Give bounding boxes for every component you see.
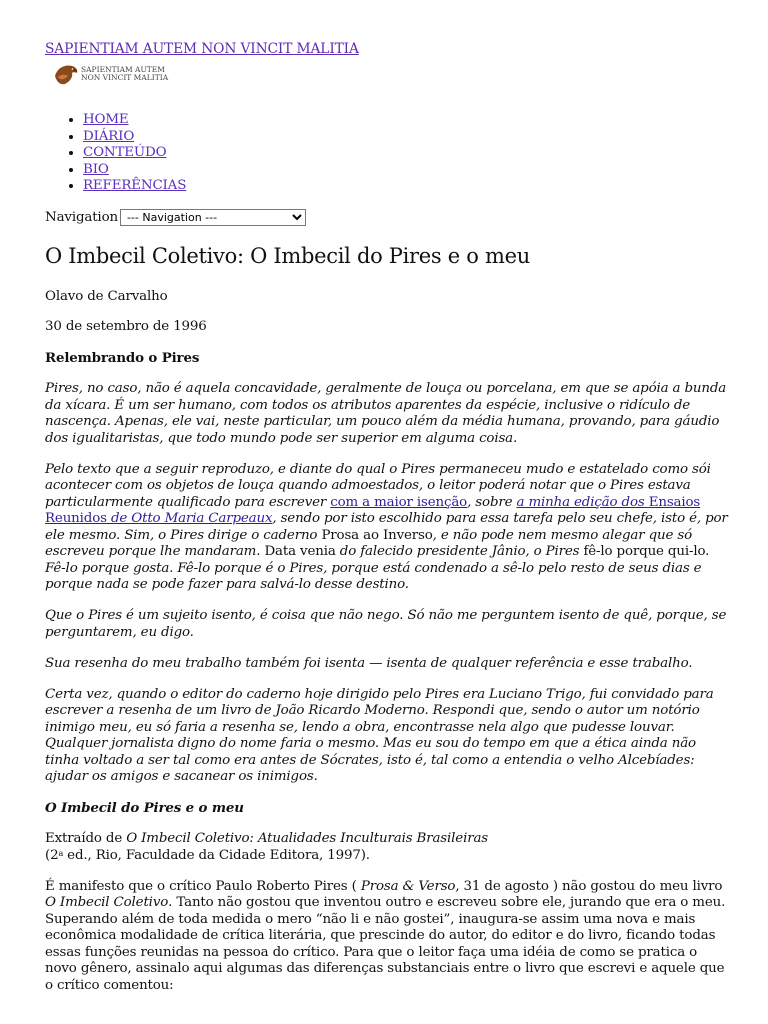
nav-item-home bbox=[83, 112, 186, 129]
paragraph-1: Pires, no caso, não é aquela concavidade, geralmente de louça ou porcelana, em que se apóia a bunda da xícara. É um ser humano, com todos os atributos aparentes da espécie, inclusive o ridículo de nascença. Apenas, ele vai, neste particular, um pouco além da média humana, provando, para gáudio dos igualitaristas, que todo mundo pode ser superior em alguma coisa. bbox=[45, 381, 727, 446]
p6-text-b: Prosa & Verso bbox=[360, 878, 456, 894]
extract-edition-sup: a bbox=[58, 848, 64, 858]
article-body bbox=[45, 350, 730, 1009]
logo-text bbox=[81, 66, 168, 82]
paragraph-2 bbox=[45, 462, 730, 594]
paragraph-3: Que o Pires é um sujeito isento, é coisa que não nego. Só não me perguntem isento de quê, porque, se perguntarem, eu digo. bbox=[45, 608, 727, 640]
p2-text-a: Pelo texto que a seguir reproduzo, e diante do qual o Pires permaneceu mudo e estatelado como sói acontecer com os objetos de louça quando admoestados, o leitor poderá notar que o Pires estava particularmente qualificado para escrever bbox=[45, 461, 711, 510]
p2-text-b: , sobre bbox=[467, 494, 517, 510]
p2-text-h: fê-lo porque qui-lo. bbox=[583, 544, 710, 559]
nav-link-bio[interactable]: BIO bbox=[83, 161, 109, 177]
extract-text-b2: ed., Rio, Faculdade da Cidade Editora, 1997). bbox=[63, 847, 370, 863]
extract-book-title: O Imbecil Coletivo: Atualidades Inculturais Brasileiras bbox=[126, 831, 489, 846]
extract-text-a: Extraído de bbox=[45, 831, 123, 846]
navigation-select-label: Navigation bbox=[45, 210, 118, 225]
paragraph-5: Certa vez, quando o editor do caderno hoje dirigido pelo Pires era Luciano Trigo, fui convidado para escrever a resenha de um livro de João Ricardo Moderno. Respondi que, sendo o autor um notório inimigo meu, eu só faria a resenha se, lendo a obra, encontrasse nela algo que pudesse louvar. Qualquer jornalista digno do nome faria o mesmo. Mas eu sou do tempo em que a ética ainda não tinha voltado a ser tal como era antes de Sócrates, isto é, tal como a entendia o velho Alcebíades: ajudar os amigos e sacanear os inimigos. bbox=[45, 686, 714, 784]
nav-link-diario[interactable]: DIÁRIO bbox=[83, 128, 135, 144]
nav-item-conteudo bbox=[83, 145, 186, 162]
main-nav bbox=[45, 112, 186, 195]
extract-source bbox=[45, 831, 730, 864]
nav-link-home[interactable]: HOME bbox=[83, 112, 129, 127]
logo-line-2: NON VINCIT MALITIA bbox=[81, 73, 169, 82]
nav-link-conteudo[interactable]: CONTEÚDO bbox=[83, 145, 167, 160]
logo-line-1: SAPIENTIAM AUTEM bbox=[81, 65, 165, 74]
p6-text-d: O Imbecil Coletivo bbox=[45, 895, 169, 910]
nav-item-diario bbox=[83, 129, 186, 146]
p6-text-c: , 31 de agosto ) não gostou do meu livro bbox=[455, 878, 723, 894]
navigation-select-row bbox=[45, 209, 306, 226]
nav-item-bio bbox=[83, 162, 186, 179]
nav-item-referencias bbox=[83, 178, 186, 195]
navigation-select[interactable] bbox=[120, 209, 306, 226]
extract-text-b1: (2 bbox=[45, 847, 59, 863]
section-heading-imbecil: O Imbecil do Pires e o meu bbox=[45, 800, 244, 816]
site-title-link[interactable]: SAPIENTIAM AUTEM NON VINCIT MALITIA bbox=[45, 41, 359, 57]
p2-text-i: Fê-lo porque gosta. Fê-lo porque é o Pires, porque está condenado a sê-lo pelo resto de seus dias e porque nada se pode fazer para salvá-lo desse destino. bbox=[45, 560, 702, 592]
p2-text-e: , e não pode nem mesmo alegar que só escreveu porque lhe mandaram. bbox=[45, 527, 693, 559]
section-heading-relembrando: Relembrando o Pires bbox=[45, 350, 200, 366]
p2-text-g: do falecido presidente Jânio, o Pires bbox=[339, 544, 580, 559]
p6-text-a: É manifesto que o crítico Paulo Roberto Pires ( bbox=[45, 878, 357, 894]
link-maior-isencao[interactable]: com a maior isenção bbox=[330, 494, 468, 510]
p2-text-c: , sendo por isto escolhido para essa tarefa pelo seu chefe, isto é, por ele mesmo. Sim, o Pires dirige o caderno bbox=[45, 511, 728, 543]
article-date: 30 de setembro de 1996 bbox=[45, 319, 207, 334]
p2-text-f: Data venia bbox=[264, 544, 336, 559]
p2-link2-c: de Otto Maria Carpeaux bbox=[110, 511, 273, 526]
p2-link2-b: Ensaios Reunidos bbox=[45, 494, 701, 526]
article-title: O Imbecil Coletivo: O Imbecil do Pires e o meu bbox=[45, 244, 530, 268]
paragraph-4: Sua resenha do meu trabalho também foi isenta — isenta de qualquer referência e esse trabalho. bbox=[45, 655, 693, 671]
nav-link-referencias[interactable]: REFERÊNCIAS bbox=[83, 178, 187, 193]
article-author: Olavo de Carvalho bbox=[45, 289, 168, 304]
p6-text-e: . Tanto não gostou que inventou outro e escreveu sobre ele, jurando que era o meu. Superando além de toda medida o mero “não li e não gostei”, inaugura-se assim uma nova e mais econômica modalidade de crítica literária, que prescinde do autor, do editor e do livro, ficando todas essas funções reunidas na pessoa do crítico. Para que o leitor faça uma idéia de como se pratica o novo gênero, assinalo aqui algumas das diferenças substanciais entre o livro que escrevi e aquele que o crítico comentou: bbox=[45, 895, 726, 993]
hawk-logo-icon bbox=[53, 62, 79, 86]
p2-text-d: Prosa ao Inverso bbox=[321, 527, 433, 543]
paragraph-6 bbox=[45, 879, 730, 995]
site-logo[interactable] bbox=[53, 62, 168, 86]
p2-link2-a: a minha edição dos bbox=[516, 494, 645, 510]
